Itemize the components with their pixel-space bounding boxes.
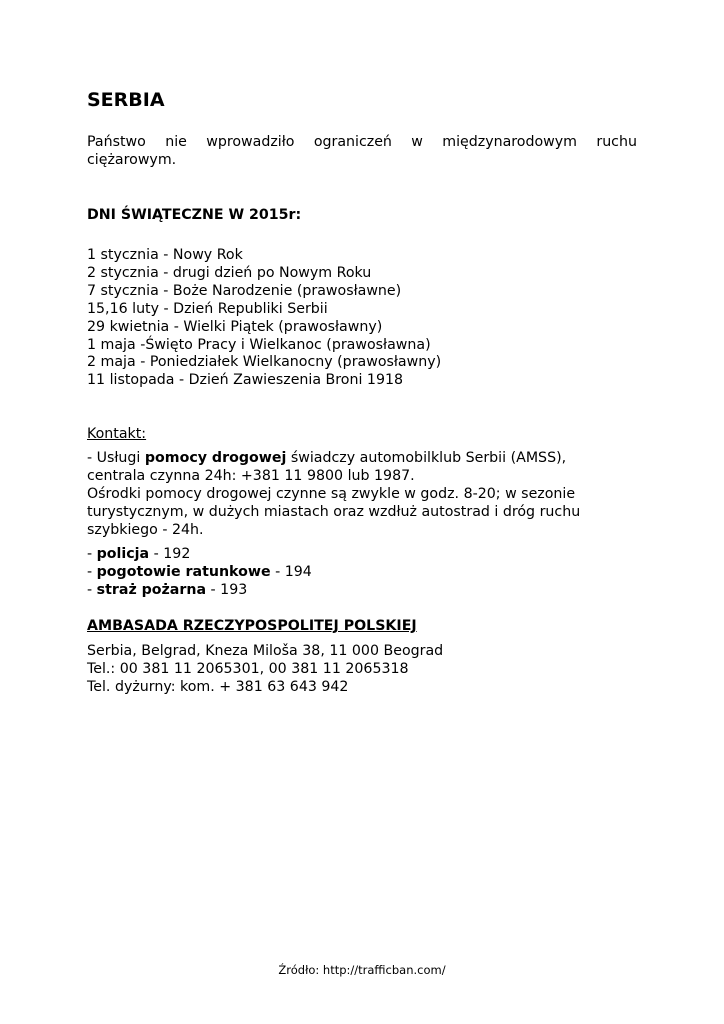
emergency-item [87, 564, 312, 582]
contact-heading: Kontakt: [87, 426, 147, 442]
intro-word: ruchu [596, 134, 637, 150]
intro-word: Państwo [87, 134, 146, 150]
emergency-numbers [87, 546, 312, 600]
embassy-line: Tel. dyżurny: kom. + 381 63 643 942 [87, 678, 349, 695]
holiday-item: 2 stycznia - drugi dzień po Nowym Roku [87, 264, 372, 281]
intro-line-2: ciężarowym. [87, 152, 177, 168]
intro-word: międzynarodowym [442, 134, 577, 150]
source-footer: Źródło: http://trafficban.com/ [278, 963, 446, 977]
roadside-suffix: świadczy automobilklub Serbii (AMSS), [286, 450, 567, 466]
roadside-line-2: centrala czynna 24h: +381 11 9800 lub 1987. [87, 467, 415, 484]
page-title: SERBIA [87, 89, 165, 111]
emergency-number: - 194 [270, 563, 312, 580]
holiday-item: 1 maja -Święto Pracy i Wielkanoc (prawosławna) [87, 336, 431, 353]
emergency-name: pogotowie ratunkowe [96, 563, 271, 580]
emergency-number: - 192 [149, 546, 191, 562]
roadside-line-5: szybkiego - 24h. [87, 521, 204, 538]
embassy-details [87, 643, 443, 697]
roadside-line-3: Ośrodki pomocy drogowej czynne są zwykle w godz. 8-20; w sezonie [87, 485, 576, 502]
roadside-line-1 [87, 450, 647, 468]
intro-paragraph [87, 133, 637, 169]
intro-word: ograniczeń [313, 134, 392, 150]
holidays-heading: DNI ŚWIĄTECZNE W 2015r: [87, 207, 302, 223]
emergency-number: - 193 [206, 581, 248, 598]
embassy-line: Tel.: 00 381 11 2065301, 00 381 11 2065318 [87, 660, 409, 677]
holiday-item: 11 listopada - Dzień Zawieszenia Broni 1918 [87, 372, 404, 389]
intro-word: wprowadziło [206, 134, 295, 150]
holidays-list [87, 247, 441, 390]
intro-word: w [411, 134, 423, 150]
intro-line-1 [87, 133, 637, 151]
emergency-prefix: - [87, 581, 97, 598]
holiday-item: 7 stycznia - Boże Narodzenie (prawosławne) [87, 282, 402, 299]
holiday-item: 15,16 luty - Dzień Republiki Serbii [87, 300, 328, 317]
emergency-prefix: - [87, 546, 97, 562]
emergency-prefix: - [87, 563, 97, 580]
roadside-line-4: turystycznym, w dużych miastach oraz wzdłuż autostrad i dróg ruchu [87, 503, 581, 520]
roadside-bold: pomocy drogowej [144, 450, 287, 466]
roadside-prefix: - Usługi [87, 450, 145, 466]
holiday-item: 1 stycznia - Nowy Rok [87, 247, 243, 263]
roadside-assistance-paragraph [87, 450, 647, 540]
embassy-line: Serbia, Belgrad, Kneza Miloša 38, 11 000 Beograd [87, 643, 444, 659]
emergency-name: straż pożarna [96, 581, 207, 598]
emergency-item [87, 546, 312, 564]
embassy-heading: AMBASADA RZECZYPOSPOLITEJ POLSKIEJ [87, 618, 417, 634]
emergency-name: policja [96, 546, 150, 562]
emergency-item [87, 582, 312, 600]
holiday-item: 29 kwietnia - Wielki Piątek (prawosławny) [87, 318, 383, 335]
intro-word: nie [165, 134, 187, 150]
holiday-item: 2 maja - Poniedziałek Wielkanocny (prawosławny) [87, 354, 442, 371]
